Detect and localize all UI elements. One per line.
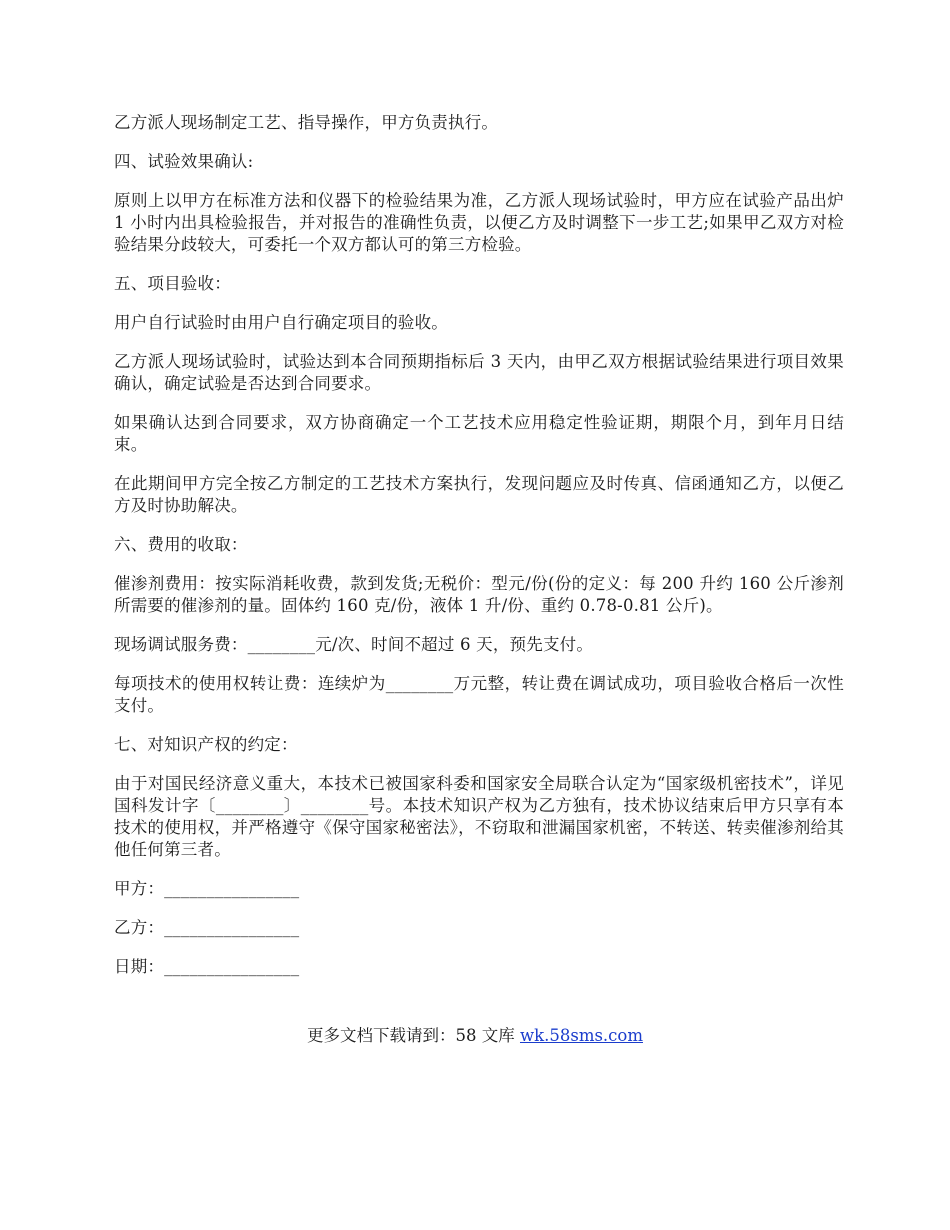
paragraph-verification-period: 如果确认达到合同要求，双方协商确定一个工艺技术应用稳定性验证期，期限个月，到年月日结束。 bbox=[114, 413, 844, 454]
footer-link[interactable]: wk.58sms.com bbox=[519, 1026, 643, 1045]
footer bbox=[0, 1025, 950, 1047]
document-body bbox=[114, 112, 844, 995]
paragraph-onsite-acceptance: 乙方派人现场试验时，试验达到本合同预期指标后 3 天内，由甲乙双方根据试验结果进行项目效果确认，确定试验是否达到合同要求。 bbox=[114, 352, 844, 393]
paragraph-user-acceptance: 用户自行试验时由用户自行确定项目的验收。 bbox=[114, 313, 448, 332]
paragraph-execution-period: 在此期间甲方完全按乙方制定的工艺技术方案执行，发现问题应及时传真、信函通知乙方，以便乙方及时协助解决。 bbox=[114, 474, 844, 515]
paragraph-ip-terms: 由于对国民经济意义重大，本技术已被国家科委和国家安全局联合认定为“国家级机密技术”，详见国科发计字〔________〕________号。本技术知识产权为乙方独有，技术协议结束后甲方只享有本技术的使用权，并严格遵守《保守国家秘密法》，不窃取和泄漏国家机密，不转送、转卖催渗剂给其他任何第三者。 bbox=[114, 774, 844, 859]
heading-acceptance: 五、项目验收： bbox=[114, 274, 231, 293]
paragraph-license-fee: 每项技术的使用权转让费：连续炉为________万元整，转让费在调试成功，项目验收合格后一次性支付。 bbox=[114, 674, 844, 715]
signature-party-b: 乙方：________________ bbox=[114, 918, 300, 937]
signature-date: 日期：________________ bbox=[114, 957, 300, 976]
paragraph-test-results: 原则上以甲方在标准方法和仪器下的检验结果为准，乙方派人现场试验时，甲方应在试验产品出炉 1 小时内出具检验报告，并对报告的准确性负责，以便乙方及时调整下一步工艺;如果甲乙双方对检验结果分歧较大，可委托一个双方都认可的第三方检验。 bbox=[114, 191, 844, 254]
heading-fees: 六、费用的收取： bbox=[114, 535, 248, 554]
paragraph-catalyst-fee: 催渗剂费用：按实际消耗收费，款到发货;无税价：型元/份(份的定义：每 200 升约 160 公斤渗剂所需要的催渗剂的量。固体约 160 克/份，液体 1 升/份、重约 0.78-0.81 公斤)。 bbox=[114, 574, 844, 615]
heading-test-confirmation: 四、试验效果确认: bbox=[114, 152, 254, 171]
paragraph-service-fee: 现场调试服务费：________元/次、时间不超过 6 天，预先支付。 bbox=[114, 635, 594, 654]
signature-party-a: 甲方：________________ bbox=[114, 879, 300, 898]
heading-ip: 七、对知识产权的约定： bbox=[114, 735, 298, 754]
paragraph-execution: 乙方派人现场制定工艺、指导操作，甲方负责执行。 bbox=[114, 113, 499, 132]
footer-text: 更多文档下载请到：58 文库 bbox=[306, 1026, 520, 1045]
